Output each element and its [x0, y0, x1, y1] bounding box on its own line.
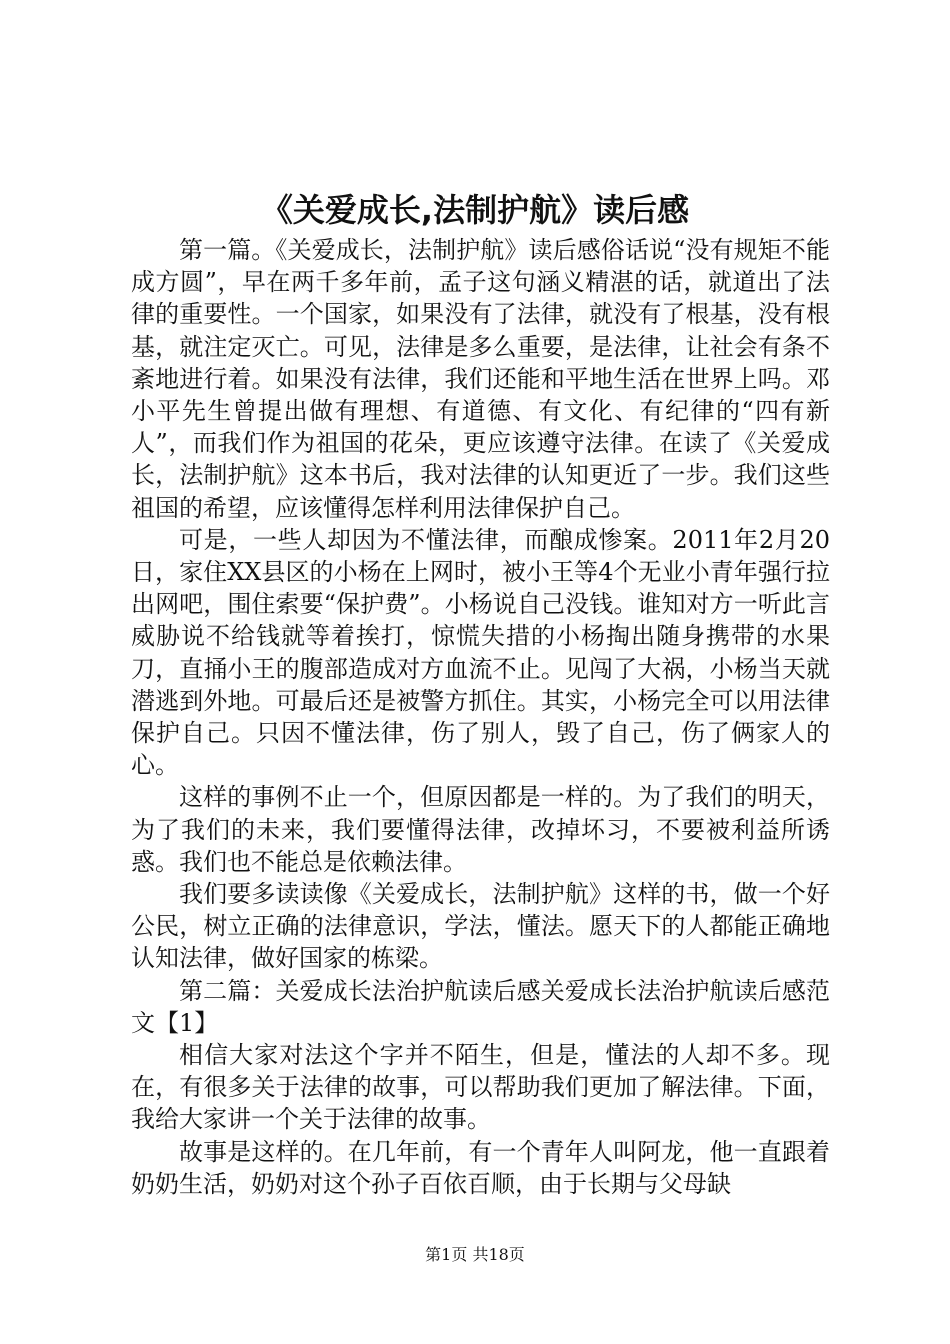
- paragraph: 相信大家对法这个字并不陌生，但是，懂法的人却不多。现在，有很多关于法律的故事，可以帮助我们更加了解法律。下面，我给大家讲一个关于法律的故事。: [131, 1041, 830, 1134]
- paragraph: 第一篇。《关爱成长，法制护航》读后感俗话说“没有规矩不能成方圆”，早在两千多年前，孟子这句涵义精湛的话，就道出了法律的重要性。一个国家，如果没有了法律，就没有了根基，没有根基，就注定灭亡。可见，法律是多么重要，是法律，让社会有条不紊地进行着。如果没有法律，我们还能和平地生活在世界上吗。邓小平先生曾提出做有理想、有道德、有文化、有纪律的“四有新人”，而我们作为祖国的花朵，更应该遵守法律。在读了《关爱成长，法制护航》这本书后，我对法律的认知更近了一步。我们这些祖国的希望，应该懂得怎样利用法律保护自己。: [131, 236, 830, 522]
- paragraph: 可是，一些人却因为不懂法律，而酿成惨案。2011年2月20日，家住XX县区的小杨在上网时，被小王等4个无业小青年强行拉出网吧，围住索要“保护费”。小杨说自己没钱。谁知对方一听此言威胁说不给钱就等着挨打，惊慌失措的小杨掏出随身携带的水果刀，直捅小王的腹部造成对方血流不止。见闯了大祸，小杨当天就潜逃到外地。可最后还是被警方抓住。其实，小杨完全可以用法律保护自己。只因不懂法律，伤了别人，毁了自己，伤了俩家人的心。: [131, 525, 830, 780]
- document-body: [131, 234, 830, 1200]
- paragraph: 故事是这样的。在几年前，有一个青年人叫阿龙，他一直跟着奶奶生活，奶奶对这个孙子百依百顺，由于长期与父母缺: [131, 1137, 830, 1198]
- document-title: 《关爱成长,法制护航》读后感: [260, 191, 690, 229]
- paragraph: 这样的事例不止一个，但原因都是一样的。为了我们的明天，为了我们的未来，我们要懂得法律，改掉坏习，不要被利益所诱惑。我们也不能总是依赖法律。: [131, 783, 830, 876]
- paragraph: 我们要多读读像《关爱成长，法制护航》这样的书，做一个好公民，树立正确的法律意识，学法，懂法。愿天下的人都能正确地认知法律，做好国家的栋梁。: [131, 880, 830, 973]
- page-number-footer: 第1页 共18页: [425, 1245, 525, 1264]
- section-heading-paragraph: 第二篇：关爱成长法治护航读后感关爱成长法治护航读后感范文【1】: [131, 976, 830, 1037]
